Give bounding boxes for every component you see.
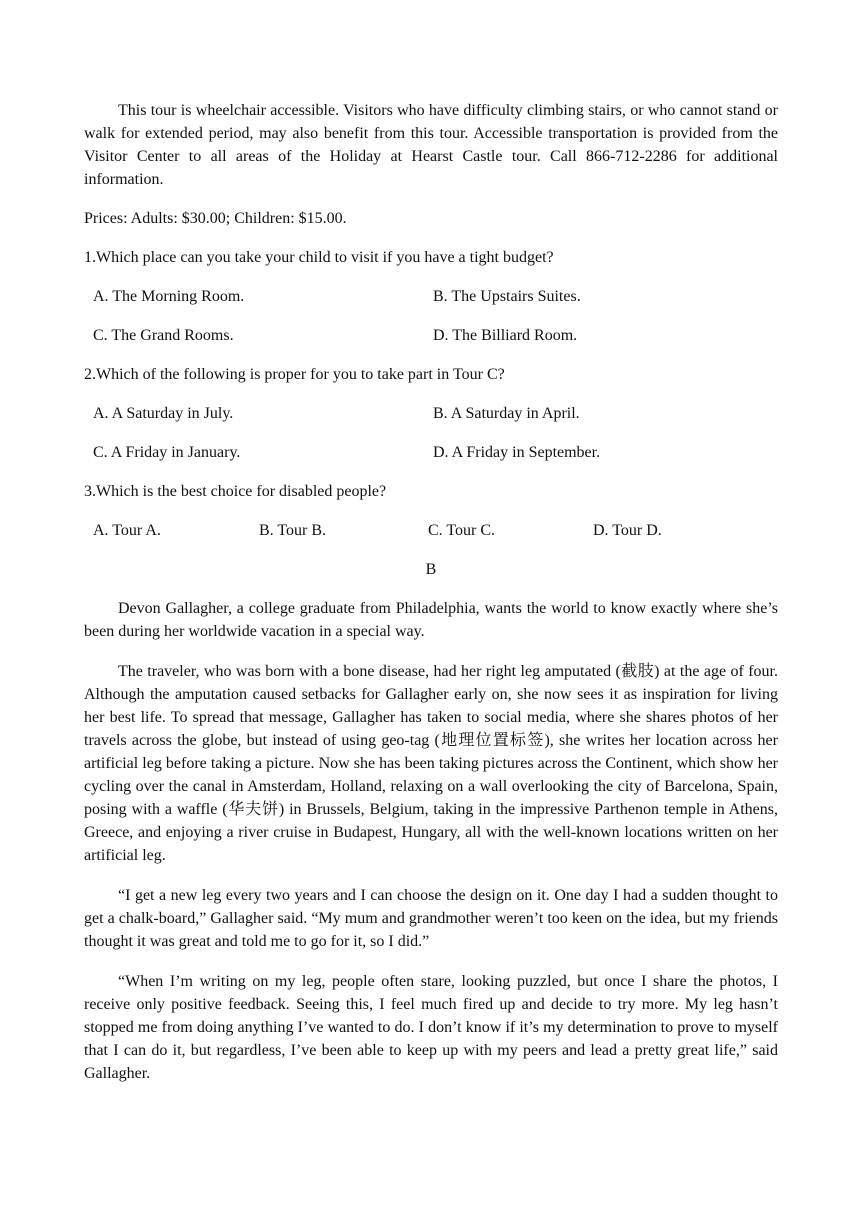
question-1-stem: 1.Which place can you take your child to visit if you have a tight budget?: [84, 249, 554, 266]
document-page: [84, 99, 778, 1085]
section-b-paragraph-4: “When I’m writing on my leg, people often stare, looking puzzled, but once I share the photos, I receive only positive feedback. Seeing this, I feel much fired up and decide to try more. My leg hasn’t stopped me from doing anything I’ve wanted to do. I don’t know if it’s my determination to prove to myself that I can do it, but regardless, I’ve been able to keep up with my peers and lead a pretty great life,” said Gallagher.: [84, 973, 778, 1082]
question-3-option-b: B. Tour B.: [259, 522, 327, 539]
section-b-title: B: [425, 561, 437, 578]
question-2-options-row-1: [84, 402, 778, 425]
question-3-option-d: D. Tour D.: [593, 522, 662, 539]
question-3-options-row: [84, 519, 778, 542]
question-1-option-a: A. The Morning Room.: [93, 288, 245, 305]
question-1-option-c: C. The Grand Rooms.: [93, 327, 234, 344]
question-1-option-b: B. The Upstairs Suites.: [433, 288, 581, 305]
question-2-option-c: C. A Friday in January.: [93, 444, 241, 461]
question-2-stem: 2.Which of the following is proper for you to take part in Tour C?: [84, 366, 505, 383]
accessibility-paragraph: This tour is wheelchair accessible. Visitors who have difficulty climbing stairs, or who cannot stand or walk for extended period, may also benefit from this tour. Accessible transportation is provided from the Visitor Center to all areas of the Holiday at Hearst Castle tour. Call 866-712-2286 for additional information.: [84, 102, 778, 188]
question-3-option-a: A. Tour A.: [93, 522, 161, 539]
question-3-option-c: C. Tour C.: [428, 522, 496, 539]
section-b-paragraph-3: “I get a new leg every two years and I can choose the design on it. One day I had a sudden thought to get a chalk-board,” Gallagher said. “My mum and grandmother weren’t too keen on the idea, but my friends thought it was great and told me to go for it, so I did.”: [84, 887, 778, 950]
question-2-option-a: A. A Saturday in July.: [93, 405, 234, 422]
section-b-paragraph-1: Devon Gallagher, a college graduate from Philadelphia, wants the world to know exactly where she’s been during her worldwide vacation in a special way.: [84, 600, 778, 640]
section-b-paragraph-2: The traveler, who was born with a bone disease, had her right leg amputated (截肢) at the age of four. Although the amputation caused setbacks for Gallagher early on, she now sees it as inspiration for living her best life. To spread that message, Gallagher has taken to social media, where she shares photos of her travels across the globe, but instead of using geo-tag (地理位置标签), she writes her location across her artificial leg before taking a picture. Now she has been taking pictures across the Continent, which show her cycling over the canal in Amsterdam, Holland, relaxing on a wall overlooking the city of Barcelona, Spain, posing with a waffle (华夫饼) in Brussels, Belgium, taking in the impressive Parthenon temple in Athens, Greece, and enjoying a river cruise in Budapest, Hungary, all with the well-known locations written on her artificial leg.: [84, 663, 778, 864]
question-2-options-row-2: [84, 441, 778, 464]
question-1-option-d: D. The Billiard Room.: [433, 327, 578, 344]
question-1-options-row-1: [84, 285, 778, 308]
prices-line: Prices: Adults: $30.00; Children: $15.00.: [84, 210, 347, 227]
question-2-option-d: D. A Friday in September.: [433, 444, 601, 461]
question-1-options-row-2: [84, 324, 778, 347]
question-3-stem: 3.Which is the best choice for disabled people?: [84, 483, 387, 500]
question-2-option-b: B. A Saturday in April.: [433, 405, 580, 422]
